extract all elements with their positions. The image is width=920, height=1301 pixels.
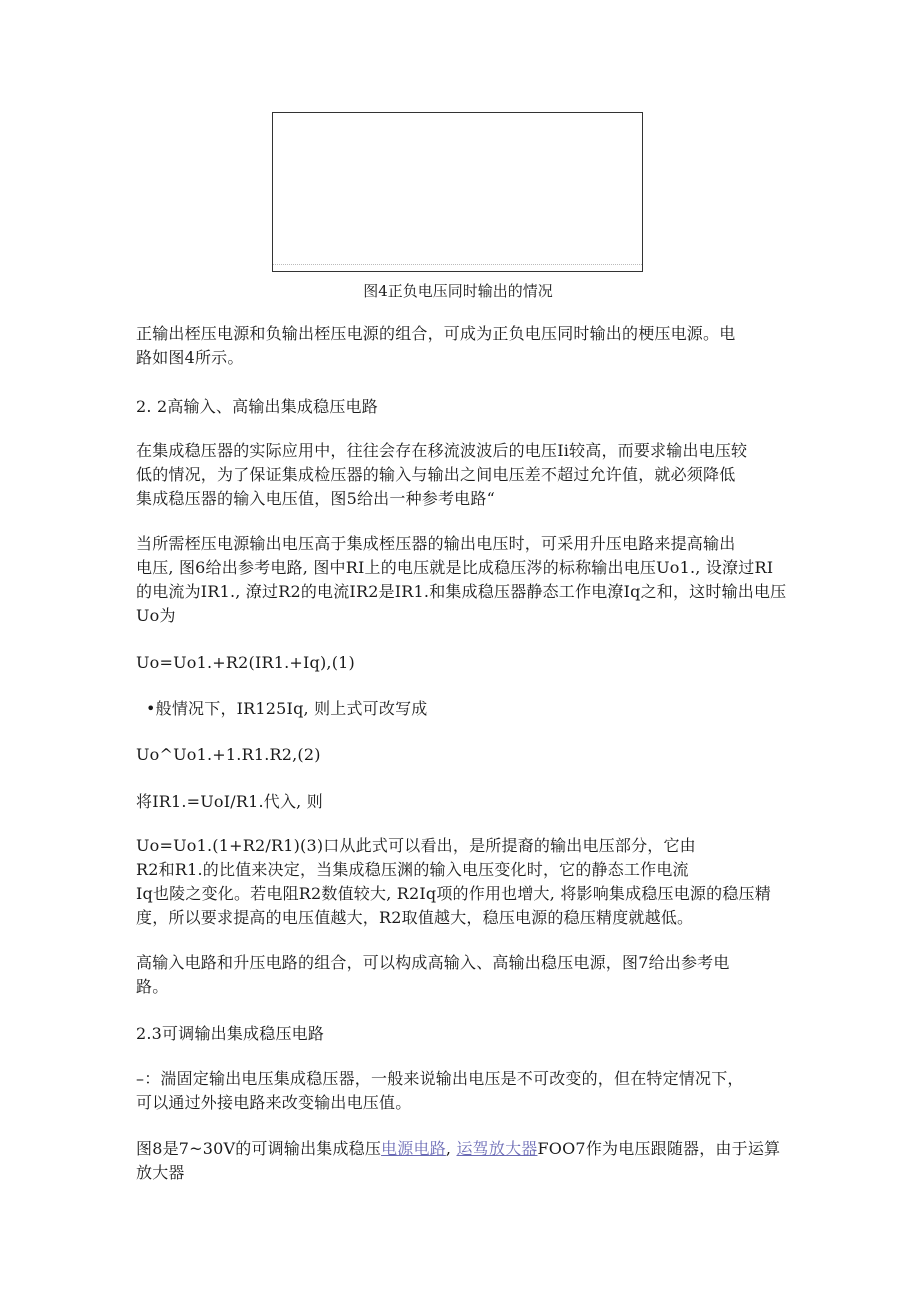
figure-divider — [273, 264, 642, 265]
paragraph-5: 将IR1.=UoI/R1.代入, 则 — [136, 792, 323, 811]
text-line: 路如图4所示。 — [136, 348, 244, 367]
text-line: 正输出桎压电源和负输出桎压电源的组合，可成为正负电压同时输出的梗压电源。电 — [136, 324, 736, 343]
text-line — [136, 1137, 786, 1161]
text-line: 低的情况，为了保证集成检压器的输入与输出之间电压差不超过允许值，就必须降低 — [136, 465, 736, 484]
text-line: 当所需桎压电源输出电压高于集成桎压器的输出电压时，可采用升压电路来提高输出 — [136, 534, 736, 553]
figure-4-image — [272, 112, 643, 272]
paragraph-1 — [136, 322, 786, 370]
paragraph-3 — [136, 532, 786, 628]
power-circuit-link[interactable]: 电源电路 — [381, 1139, 446, 1158]
paragraph-9 — [136, 1137, 786, 1185]
text-line: 高输入电路和升压电路的组合，可以构成高输入、高输出稳压电源，图7给出参考电 — [136, 953, 730, 972]
text-line: Uo=Uo1.(1+R2/R1)(3)口从此式可以看出，是所提裔的输出电压部分，它由 — [136, 836, 696, 855]
text-line: 电压, 图6给出参考电路, 图中RI上的电压就是比成稳压涔的标称输出电压Uo1., 设潦过RI — [136, 558, 774, 577]
paragraph-7 — [136, 951, 786, 999]
paragraph-6 — [136, 834, 786, 930]
text-line: 的电流为IR1., 潦过R2的电流IR2是IR1.和集成稳压器静态工作电潦Iq之和，这时输出电压 — [136, 582, 787, 601]
op-amp-link[interactable]: 运驾放大器 — [456, 1139, 538, 1158]
paragraph-4: •般情况下，IR125Iq, 则上式可改写成 — [146, 699, 428, 718]
text-line: 路。 — [136, 977, 169, 996]
figure-4-caption: 图4正负电压同时输出的情况 — [363, 282, 553, 300]
paragraph-2 — [136, 439, 786, 511]
text-fragment: , — [445, 1139, 457, 1158]
text-line: 可以通过外接电路来改变输出电压值。 — [136, 1093, 412, 1112]
section-heading-2-2: 2. 2高输入、高输出集成稳压电路 — [136, 397, 378, 416]
text-fragment: 图8是7~30V的可调输出集成稳压 — [136, 1139, 382, 1158]
text-line: –：湍固定输出电压集成稳压器，一般来说输出电压是不可改变的，但在特定情况下， — [136, 1069, 744, 1088]
text-line: 在集成稳压器的实际应用中，往往会存在移流波波后的电压Ii较高，而要求输出电压较 — [136, 441, 748, 460]
section-heading-2-3: 2.3可调输出集成稳压电路 — [136, 1024, 325, 1043]
equation-1: Uo=Uo1.+R2(IR1.+Iq),(1) — [136, 653, 355, 672]
text-line: 集成稳压器的输入电压值，图5给出一种参考电路“ — [136, 489, 495, 508]
text-fragment: FOO7作为电压跟随器，由于运算 — [537, 1139, 781, 1158]
text-line: Iq也陵之变化。若电阻R2数值较大, R2Iq项的作用也增大, 将影响集成稳压电源的稳压精 — [136, 884, 771, 903]
paragraph-8 — [136, 1067, 786, 1115]
text-line: R2和R1.的比值来决定，当集成稳压渊的输入电压变化时，它的静态工作电流 — [136, 860, 689, 879]
text-line: 度，所以要求提高的电压值越大，R2取值越大，稳压电源的稳压精度就越低。 — [136, 908, 694, 927]
text-line: 放大器 — [136, 1163, 185, 1182]
equation-2: Uo^Uo1.+1.R1.R2,(2) — [136, 745, 321, 764]
text-line: Uo为 — [136, 606, 176, 625]
